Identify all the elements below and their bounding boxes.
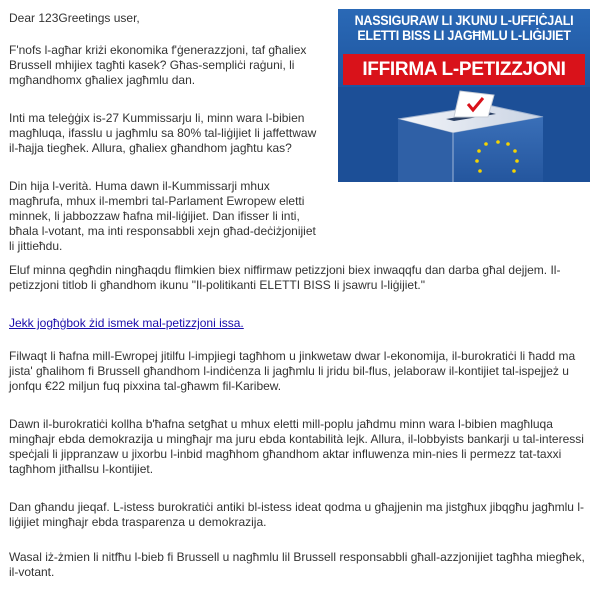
sign-petition-link[interactable]: Jekk jogħġbok żid ismek mal-petizzjoni issa. xyxy=(9,316,244,330)
petition-link-line xyxy=(9,316,244,331)
banner-headline-line-2: ELETTI BISS LI JAGĦMLU L-LIĠIJIET xyxy=(357,28,571,43)
paragraph-bureaucrats-power: Dawn il-burokratiċi kollha b'ħafna setgħat u mhux eletti mill-poplu jaħdmu minn wara l-bibien magħluqa mingħajr ebda demokrazija u mingħajr ma juru ebda kontabilità lejk. Allura, il-lobbyists bankarji u tal-interessi speċjali li jippranzaw u jixorbu l-inbid magħhom għandhom aktar influwenza min-nies li permezz tat-taxxi tagħhom jitħallsu l-kontijiet. xyxy=(9,417,584,476)
paragraph-truth: Din hija l-verità. Huma dawn il-Kummissarji mhux magħrufa, mhux il-membri tal-Parlament Ewropew eletti minnek, li jabbozzaw ħafna mil-liġijiet. Dan ifisser li inti, bħala l-votant, ma inti responsabbli xejn għad-deċiżjonijiet li jittieħdu. xyxy=(9,179,316,253)
paragraph-closing: Wasal iż-żmien li nitfħu l-bieb fi Brussell u nagħmlu lil Brussell responsabbli għall-azzjonijiet tagħha miegħek, il-votant. xyxy=(9,550,585,579)
paragraph-commissioners: Inti ma teleġġix is-27 Kummissarju li, minn wara l-bibien magħluqa, ifasslu u jagħmlu sa 80% tal-liġijiet li jaffettwaw il-ħajja tiegħek. Allura, għaliex għandhom jagħtu kas? xyxy=(9,111,317,155)
sign-petition-banner-button[interactable]: IFFIRMA L-PETIZZJONI xyxy=(343,54,585,85)
paragraph-petition: Eluf minna qegħdin ningħaqdu flimkien biex niffirmaw petizzjoni biex inwaqqfu dan darba għal dejjem. Il-petizzjoni titlob li għandhom ikunu "Il-politikanti ELETTI BISS li jsawru l-liġijiet." xyxy=(9,263,561,292)
paragraph-bureaucrats-spending: Filwaqt li ħafna mill-Ewropej jitilfu l-impjiegi tagħhom u jinkwetaw dwar l-ekonomija, il-burokratiċi li ħadd ma jista' għalihom fi Brussell għandhom l-indiċenza li jagħmlu li jridu bil-flus, jelaboraw il-kontijiet tal-ispejjeż u jonfqu €22 miljun fuq pixxina tal-għawm fil-Karibew. xyxy=(9,349,576,393)
ballot-box-illustration xyxy=(338,87,590,182)
ballot-paper-icon xyxy=(454,91,494,117)
banner-headline-line-1: NASSIGURAW LI JKUNU L-UFFIĊJALI xyxy=(354,13,574,28)
paragraph-stop: Dan għandu jieqaf. L-istess burokratiċi antiki bl-istess ideat qodma u għajjenin ma jistgħux jibqgħu jagħmlu l-liġijiet mingħajr ebda trasparenza u demokrazija. xyxy=(9,500,584,529)
paragraph-intro: F'nofs l-agħar kriżi ekonomika f'ġenerazzjoni, taf għaliex Brussell mhijiex tagħti kasek? Għas-sempliċi raġuni, li mgħandhomx għaliex jagħmlu dan. xyxy=(9,43,307,87)
banner-headline xyxy=(352,13,575,43)
email-greeting: Dear 123Greetings user, xyxy=(9,11,140,25)
petition-banner[interactable] xyxy=(338,9,590,182)
